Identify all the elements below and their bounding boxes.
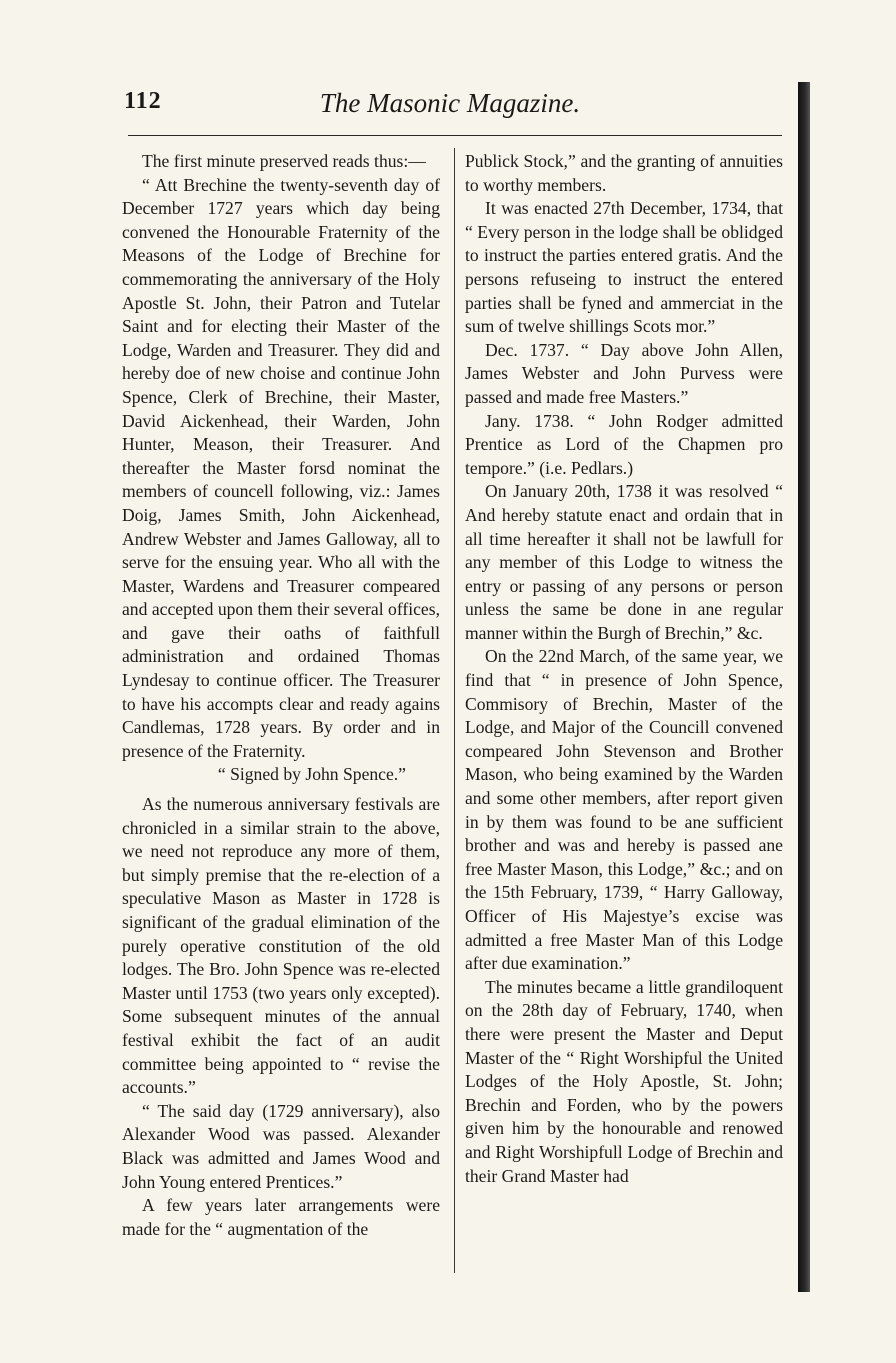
page-number: 112 bbox=[124, 88, 162, 114]
left-column bbox=[122, 150, 440, 1241]
paragraph: “ Att Brechine the twenty-seventh day of December 1727 years which day being convened the Honourable Fraternity of the Measons of the Lodge of Brechine for commemorating the anniversary of the Holy Apostle St. John, their Patron and Tutelar Saint and for electing their Master of the Lodge, Warden and Treasurer. They did and hereby doe of new choise and continue John Spence, Clerk of Brechine, their Master, David Aickenhead, their Warden, John Hunter, Meason, their Treasurer. And thereafter the Master forsd nominat the members of councell following, viz.: James Doig, James Smith, John Aickenhead, Andrew Webster and James Galloway, all to serve for the ensuing year. Who all with the Master, Wardens and Treasurer compeared and accepted upon them their several offices, and gave their oaths of faithfull administration and ordained Thomas Lyndesay to continue officer. The Treasurer to have his accompts clear and ready agains Candlemas, 1728 years. By order and in presence of the Fraternity. bbox=[122, 174, 440, 761]
signature-line: “ Signed by John Spence.” bbox=[217, 764, 406, 785]
header-rule bbox=[128, 135, 782, 136]
paragraph: “ The said day (1729 anniversary), also Alexander Wood was passed. Alexander Black was admitted and James Wood and John Young entered Prentices.” bbox=[122, 1100, 440, 1192]
paragraph: It was enacted 27th December, 1734, that “ Every person in the lodge shall be oblidged to instruct the parties entered gratis. And the persons refuseing to instruct the entered parties shall be fyned and ammerciat in the sum of twelve shillings Scots mor.” bbox=[465, 198, 783, 337]
paragraph: A few years later arrangements were made for the “ augmentation of the bbox=[122, 1195, 440, 1239]
paragraph: On the 22nd March, of the same year, we find that “ in presence of John Spence, Commisory of Brechin, Master of the Lodge, and Major of the Councill convened compeared John Stevenson and Brother Mason, who being examined by the Warden and some other members, after report given in by them was found to be ane sufficient brother and was and hereby is passed ane free Master Mason, this Lodge,” &c.; and on the 15th February, 1739, “ Harry Galloway, Officer of His Majestye’s excise was admitted a free Master Man of this Lodge after due examination.” bbox=[465, 646, 783, 974]
paragraph: The minutes became a little grandiloquent on the 28th day of February, 1740, when there were present the Master and Deput Master of the “ Right Worshipful the United Lodges of the Holy Apostle, St. John; Brechin and Forden, who by the powers given him by the honourable and renowed and Right Worshipfull Lodge of Brechin and their Grand Master had bbox=[465, 976, 783, 1186]
paragraph: Dec. 1737. “ Day above John Allen, James Webster and John Purvess were passed and made free Masters.” bbox=[465, 339, 783, 407]
page-edge-shadow bbox=[798, 82, 810, 1292]
page-header bbox=[118, 88, 782, 132]
right-column bbox=[465, 150, 783, 1188]
paragraph: Jany. 1738. “ John Rodger admitted Prentice as Lord of the Chapmen pro tempore.” (i.e. Pedlars.) bbox=[465, 410, 783, 478]
paragraph: As the numerous anniversary festivals are chronicled in a similar strain to the above, we need not reproduce any more of them, but simply premise that the re-election of a speculative Mason as Master in 1728 is significant of the gradual elimination of the purely operative constitution of the old lodges. The Bro. John Spence was re-elected Master until 1753 (two years only excepted). Some subsequent minutes of the annual festival exhibit the fact of an audit committee being appointed to “ revise the accounts.” bbox=[122, 794, 440, 1098]
paragraph: The first minute preserved reads thus:— bbox=[142, 151, 426, 171]
running-title: The Masonic Magazine. bbox=[319, 88, 581, 118]
paragraph: Publick Stock,” and the granting of annuities to worthy members. bbox=[465, 151, 783, 195]
paragraph: On January 20th, 1738 it was resolved “ And hereby statute enact and ordain that in all time hereafter it shall not be lawfull for any member of this Lodge to witness the entry or passing of any persons or person unless the same be done in ane regular manner within the Burgh of Brechin,” &c. bbox=[465, 481, 783, 643]
column-divider bbox=[454, 148, 455, 1273]
